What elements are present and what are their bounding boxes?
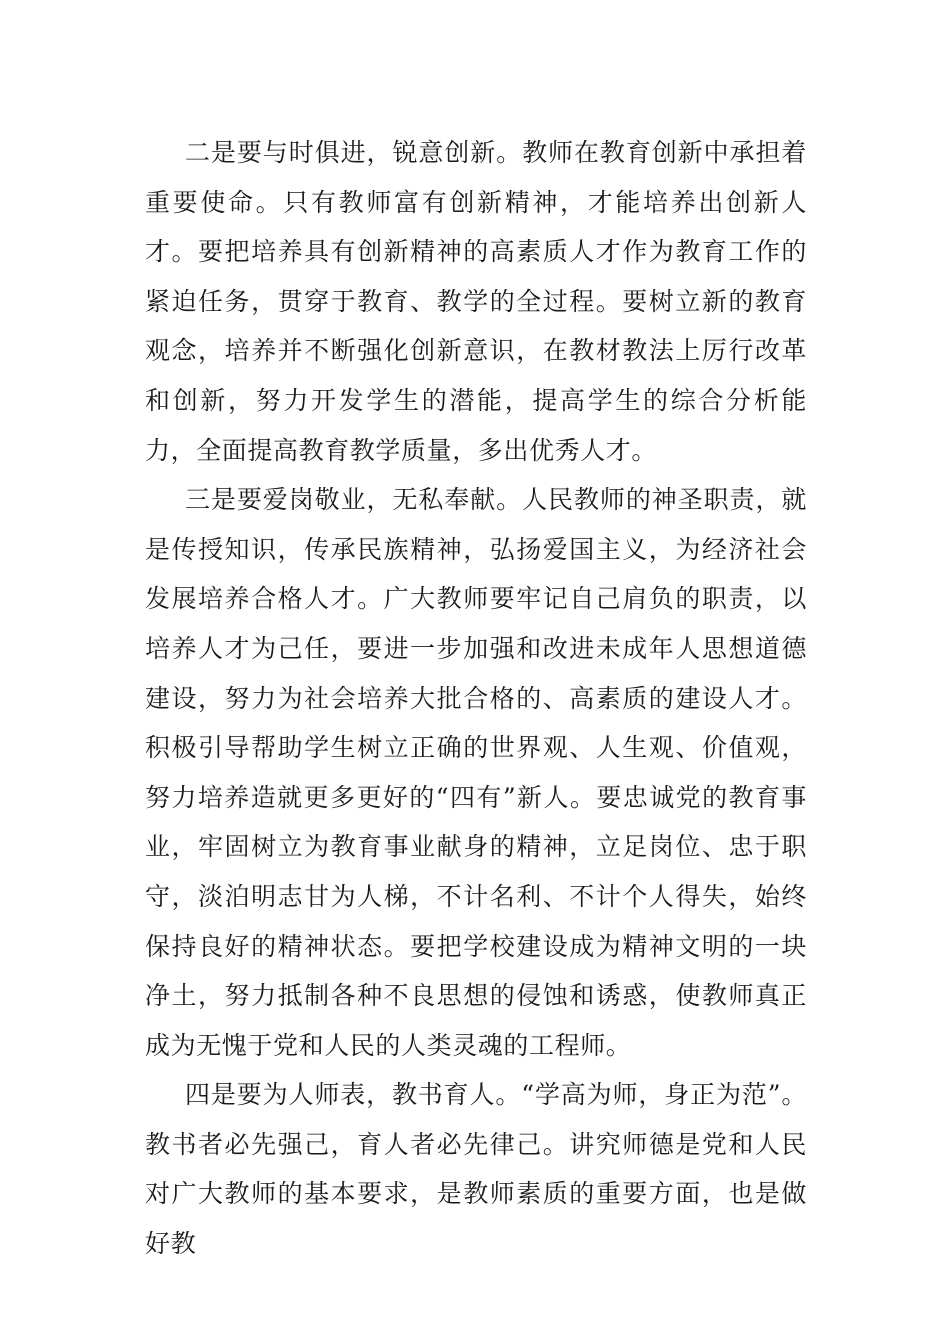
paragraph-innovation: 二是要与时俱进，锐意创新。教师在教育创新中承担着重要使命。只有教师富有创新精神，才能培养出创新人才。要把培养具有创新精神的高素质人才作为教育工作的紧迫任务，贯穿于教育、教学的全过程。要树立新的教育观念，培养并不断强化创新意识，在教材教法上厉行改革和创新，努力开发学生的潜能，提高学生的综合分析能力，全面提高教育教学质量，多出优秀人才。 bbox=[145, 138, 807, 465]
paragraph-role-model: 四是要为人师表，教书育人。“学高为师，身正为范”。教书者必先强己，育人者必先律己。讲究师德是党和人民对广大教师的基本要求，是教师素质的重要方面，也是做好教 bbox=[145, 1080, 807, 1259]
document-body bbox=[145, 128, 807, 1269]
paragraph-dedication: 三是要爱岗敬业，无私奉献。人民教师的神圣职责，就是传授知识，传承民族精神，弘扬爱国主义，为经济社会发展培养合格人才。广大教师要牢记自己肩负的职责，以培养人才为己任，要进一步加强和改进未成年人思想道德建设，努力为社会培养大批合格的、高素质的建设人才。积极引导帮助学生树立正确的世界观、人生观、价值观，努力培养造就更多更好的“四有”新人。要忠诚党的教育事业，牢固树立为教育事业献身的精神，立足岗位、忠于职守，淡泊明志甘为人梯，不计名利、不计个人得失，始终保持良好的精神状态。要把学校建设成为精神文明的一块净土，努力抵制各种不良思想的侵蚀和诱惑，使教师真正成为无愧于党和人民的人类灵魂的工程师。 bbox=[145, 485, 807, 1060]
